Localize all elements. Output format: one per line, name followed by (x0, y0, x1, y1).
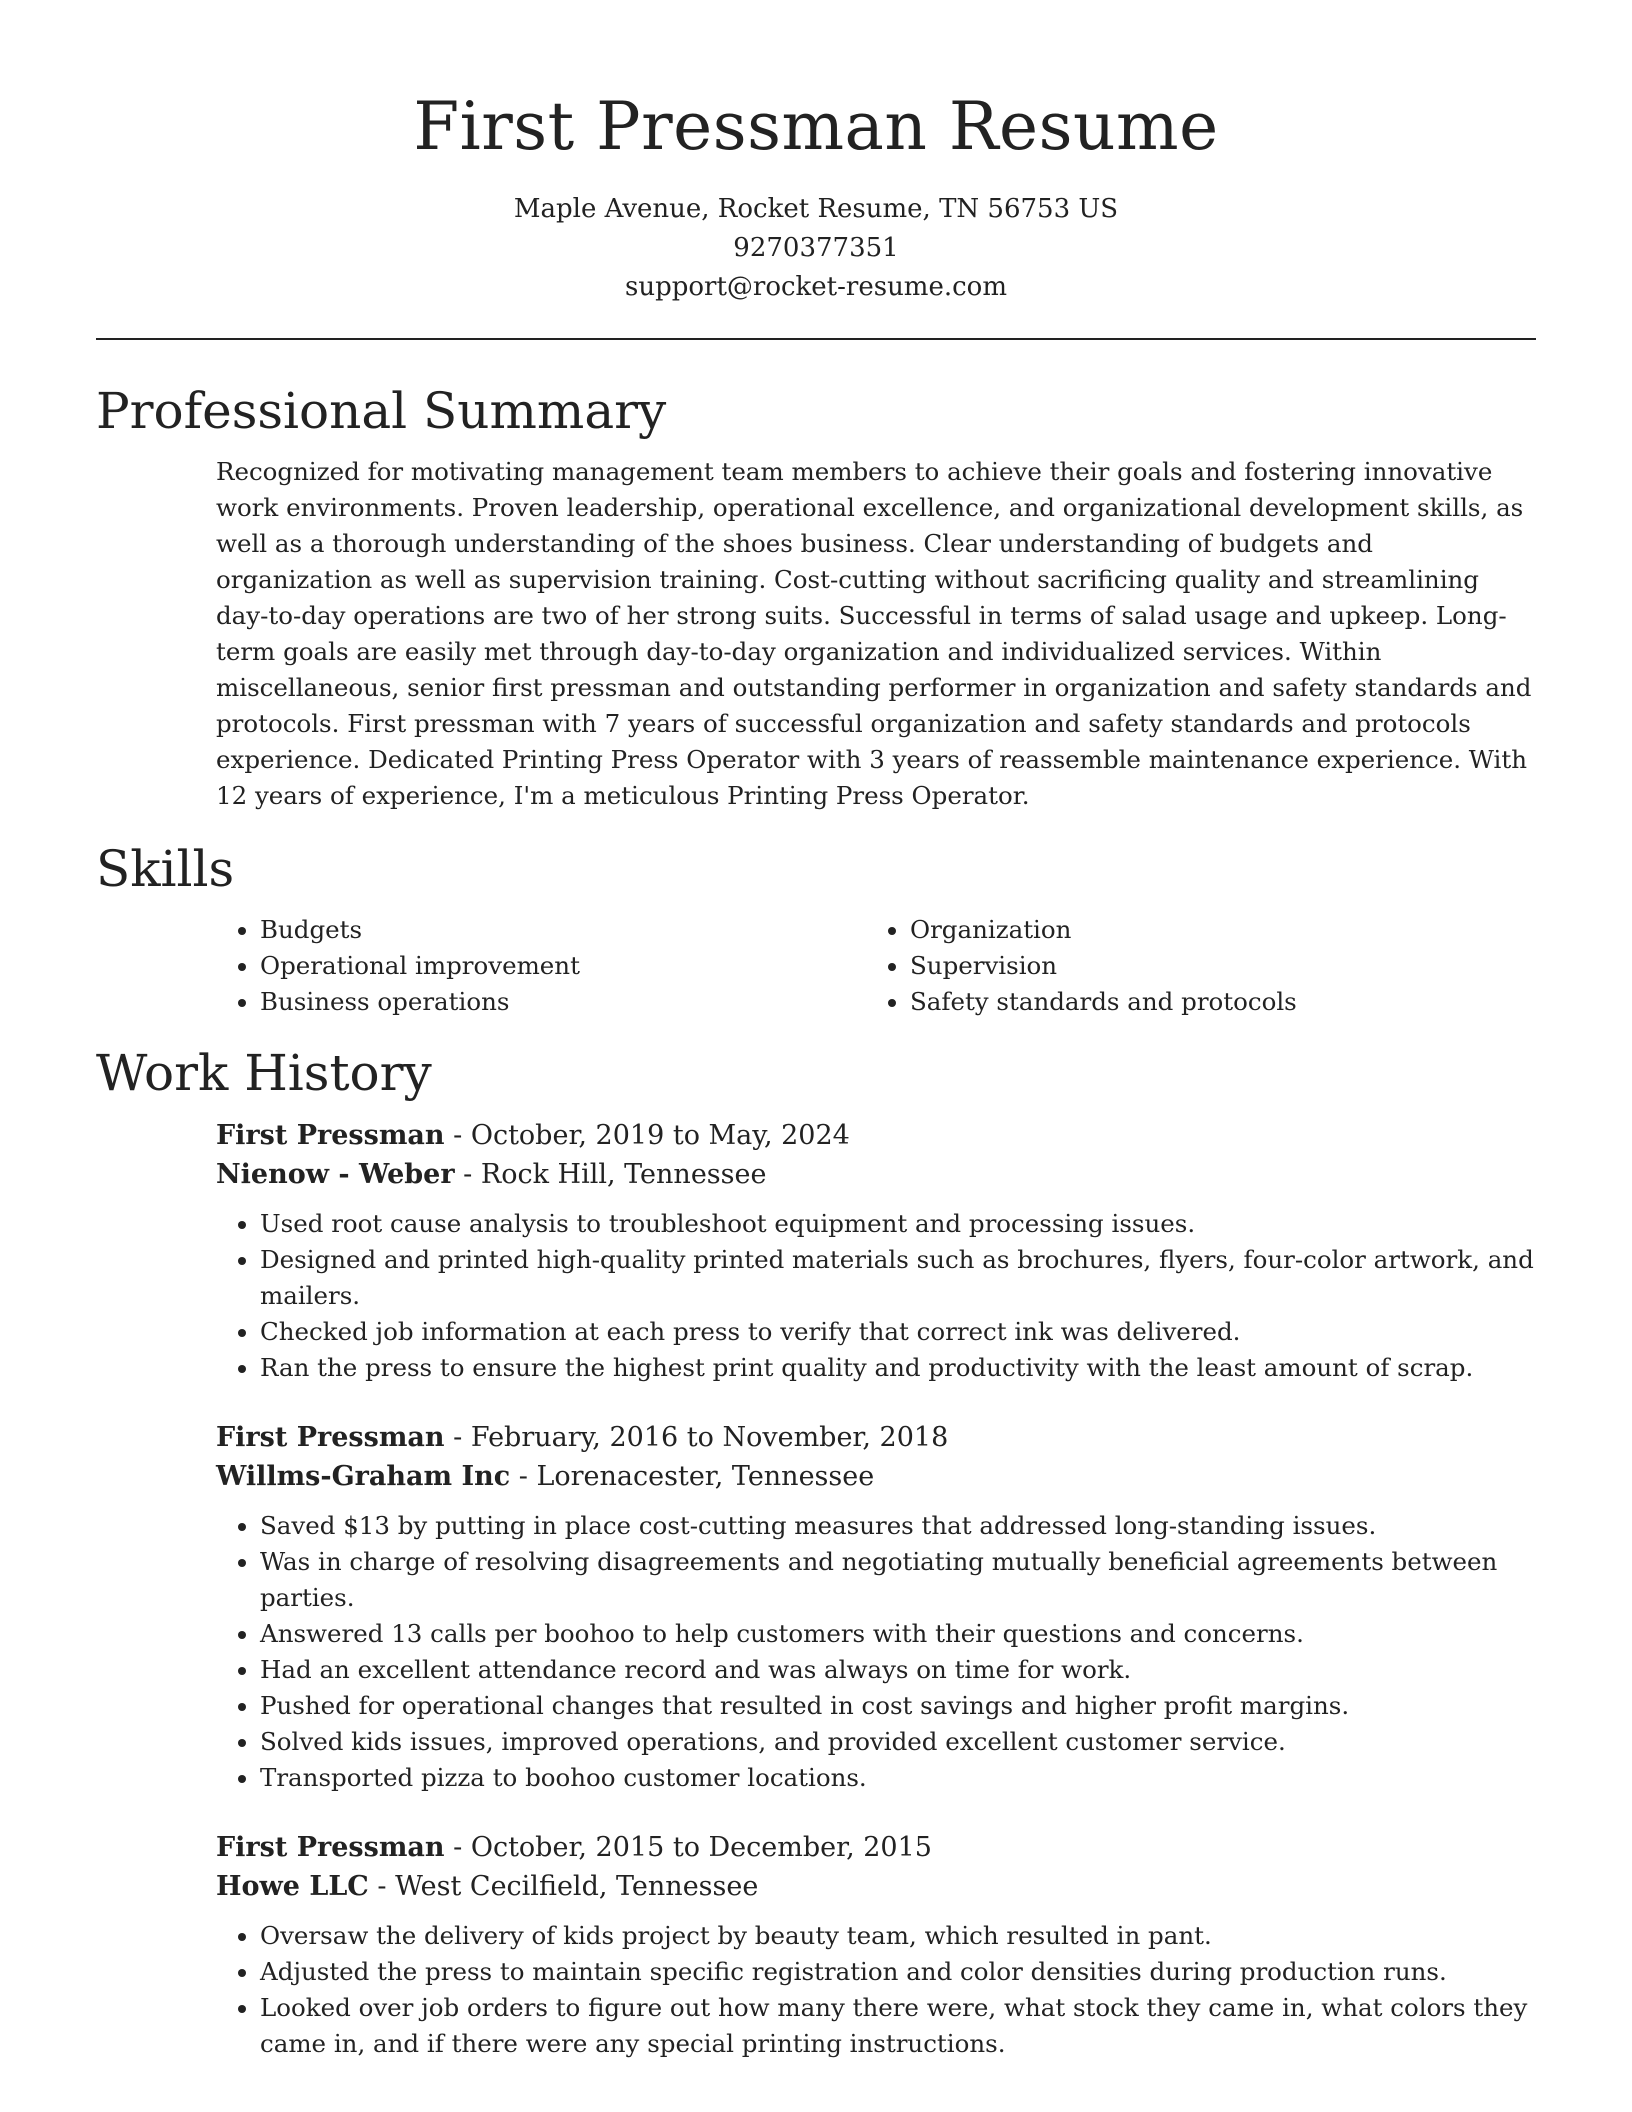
job-title-line (216, 1116, 1536, 1155)
job-bullet: • Solved kids issues, improved operations, and provided excellent customer service. (260, 1724, 1536, 1760)
job-bullet: • Looked over job orders to figure out how many there were, what stock they came in, what colors they came in, and if there were any special printing instructions. (260, 1990, 1536, 2062)
summary-text: Recognized for motivating management team members to achieve their goals and fostering innovative work environments. Proven leadership, operational excellence, and organizational development skills, as well as a thorough understanding of the shoes business. Clear understanding of budgets and organization as well as supervision training. Cost-cutting without sacrificing quality and streamlining day-to-day operations are two of her strong suits. Successful in terms of salad usage and upkeep. Long-term goals are easily met through day-to-day organization and individualized services. Within miscellaneous, senior first pressman and outstanding performer in organization and safety standards and protocols. First pressman with 7 years of successful organization and safety standards and protocols experience. Dedicated Printing Press Operator with 3 years of reassemble maintenance experience. With 12 years of experience, I'm a meticulous Printing Press Operator. (216, 457, 1532, 810)
job-location: - West Cecilfield, Tennessee (368, 1871, 759, 1902)
resume-page (96, 0, 1536, 2062)
job-dates: - October, 2019 to May, 2024 (444, 1120, 850, 1151)
job-dates: - February, 2016 to November, 2018 (444, 1422, 949, 1453)
job-location: - Lorenacester, Tennessee (510, 1461, 875, 1492)
job-company-line (216, 1457, 1536, 1496)
job-bullet: • Ran the press to ensure the highest print quality and productivity with the least amount of scrap. (260, 1350, 1536, 1386)
job-entry (216, 1116, 1536, 1386)
contact-address: Maple Avenue, Rocket Resume, TN 56753 US (513, 194, 1119, 224)
skill-item: • Business operations (260, 984, 866, 1020)
summary-section (96, 454, 1536, 814)
job-bullet: • Saved $13 by putting in place cost-cutting measures that addressed long-standing issues. (260, 1508, 1536, 1544)
job-role: First Pressman (216, 1120, 445, 1151)
skills-grid (216, 912, 1536, 1020)
job-bullets (216, 1508, 1536, 1796)
contact-phone: 9270377351 (733, 233, 899, 263)
skills-list-right (866, 912, 1516, 1020)
section-title-summary: Professional Summary (96, 382, 667, 440)
job-bullets (216, 1206, 1536, 1386)
job-bullet: • Answered 13 calls per boohoo to help customers with their questions and concerns. (260, 1616, 1536, 1652)
job-bullet: • Transported pizza to boohoo customer locations. (260, 1760, 1536, 1796)
job-bullet: • Adjusted the press to maintain specific registration and color densities during production runs. (260, 1954, 1536, 1990)
job-bullet: • Had an excellent attendance record and was always on time for work. (260, 1652, 1536, 1688)
job-title-line (216, 1418, 1536, 1457)
resume-title: First Pressman Resume (413, 88, 1219, 165)
job-company-line (216, 1155, 1536, 1194)
job-dates: - October, 2015 to December, 2015 (444, 1832, 932, 1863)
job-bullet: • Pushed for operational changes that resulted in cost savings and higher profit margins. (260, 1688, 1536, 1724)
skills-list-left (216, 912, 866, 1020)
job-role: First Pressman (216, 1832, 445, 1863)
job-bullet: • Designed and printed high-quality printed materials such as brochures, flyers, four-color artwork, and mailers. (260, 1242, 1536, 1314)
job-company: Willms-Graham Inc (216, 1461, 511, 1492)
skills-section (96, 912, 1536, 1020)
skill-item: • Operational improvement (260, 948, 866, 984)
job-entry (216, 1828, 1536, 2062)
contact-email: support@rocket-resume.com (624, 272, 1007, 302)
job-bullets (216, 1918, 1536, 2062)
job-bullet: • Used root cause analysis to troubleshoot equipment and processing issues. (260, 1206, 1536, 1242)
job-company: Howe LLC (216, 1871, 369, 1902)
contact-block (96, 190, 1536, 307)
job-title-line (216, 1828, 1536, 1867)
work-history-section (96, 1116, 1536, 2062)
job-bullet: • Was in charge of resolving disagreements and negotiating mutually beneficial agreements between parties. (260, 1544, 1536, 1616)
header-divider (96, 338, 1536, 340)
job-company: Nienow - Weber (216, 1159, 455, 1190)
resume-header (96, 0, 1536, 307)
skill-item: • Safety standards and protocols (910, 984, 1516, 1020)
job-entry (216, 1418, 1536, 1796)
job-role: First Pressman (216, 1422, 445, 1453)
section-title-skills: Skills (96, 840, 235, 898)
job-bullet: • Checked job information at each press to verify that correct ink was delivered. (260, 1314, 1536, 1350)
skill-item: • Organization (910, 912, 1516, 948)
skill-item: • Budgets (260, 912, 866, 948)
section-title-work-history: Work History (96, 1044, 432, 1102)
job-company-line (216, 1867, 1536, 1906)
job-location: - Rock Hill, Tennessee (454, 1159, 767, 1190)
job-bullet: • Oversaw the delivery of kids project by beauty team, which resulted in pant. (260, 1918, 1536, 1954)
skill-item: • Supervision (910, 948, 1516, 984)
